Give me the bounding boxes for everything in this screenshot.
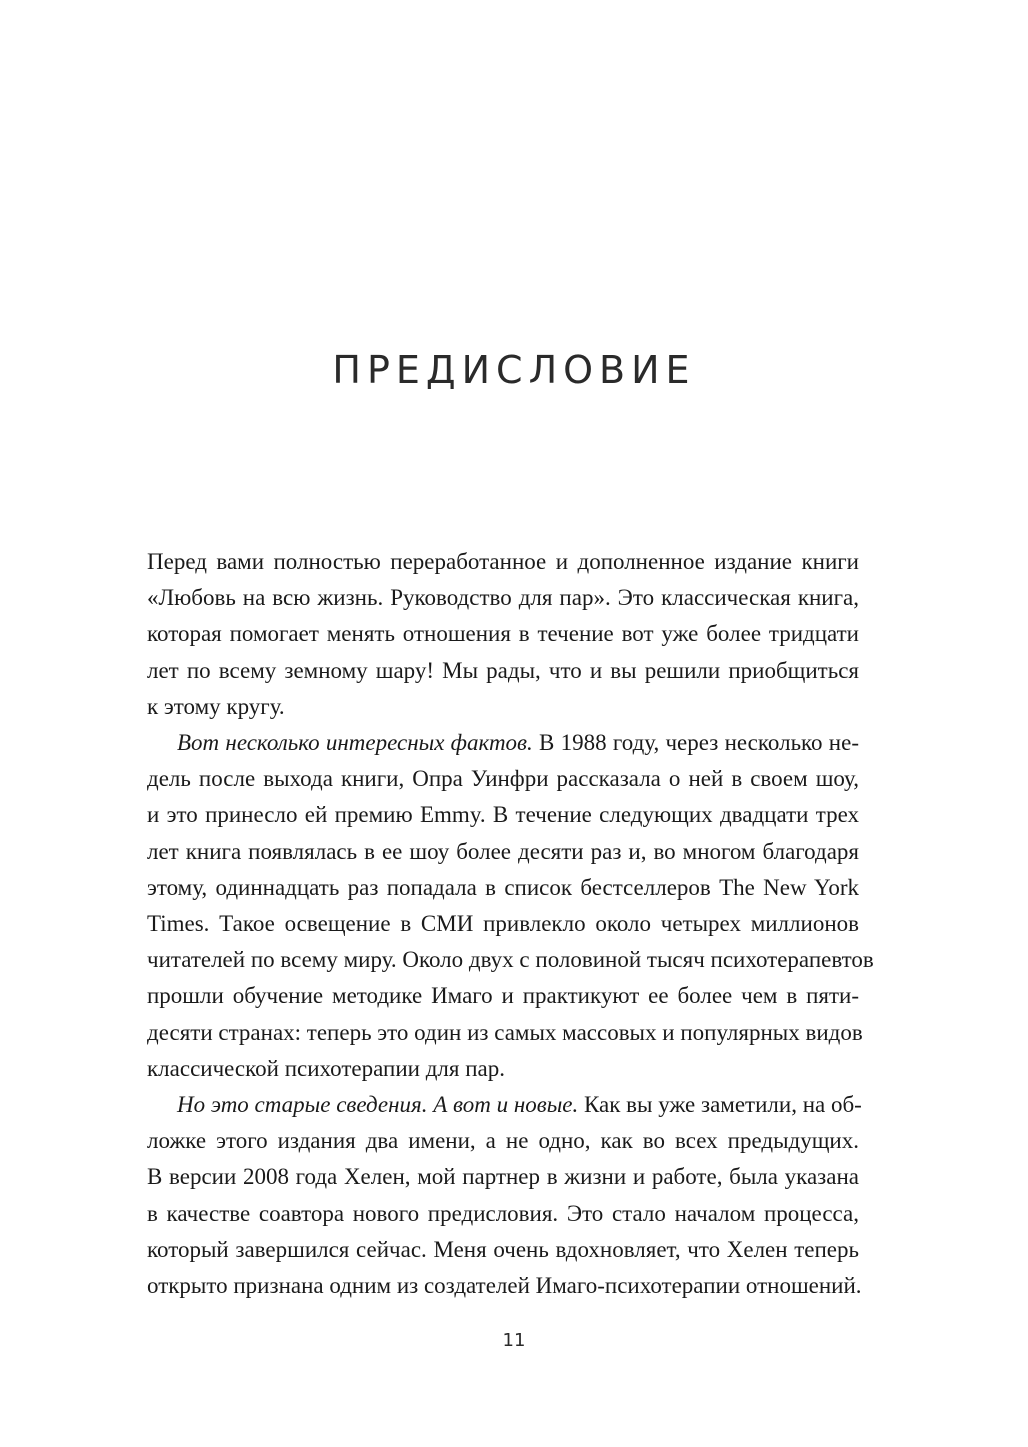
text-line: и это принесло ей премию Emmy. В течение следующих двадцати трех: [147, 802, 859, 828]
text-line: десяти странах: теперь это один из самых массовых и популярных видов: [147, 1019, 863, 1045]
text-line: лет книга появлялась в ее шоу более десяти раз и, во многом благодаря: [147, 838, 859, 864]
text-line: к этому кругу.: [147, 693, 285, 719]
text-line: лет по всему земному шару! Мы рады, что и вы решили приобщиться: [147, 657, 859, 683]
text-line: классической психотерапии для пар.: [147, 1055, 505, 1081]
text-line: прошли обучение методике Имаго и практикуют ее более чем в пяти-: [147, 983, 859, 1009]
text-line: который завершился сейчас. Меня очень вдохновляет, что Хелен теперь: [147, 1236, 859, 1262]
text-line: В версии 2008 года Хелен, мой партнер в жизни и работе, была указана: [147, 1164, 859, 1190]
paragraph-1: [147, 544, 859, 725]
text-line: Times. Такое освещение в СМИ привлекло около четырех миллионов: [147, 911, 859, 937]
paragraph-2: [147, 725, 874, 1087]
body-text: [147, 544, 874, 1304]
text-fragment: Как вы уже заметили, на об-: [578, 1092, 862, 1118]
text-line: этому, одиннадцать раз попадала в список бестселлеров The New York: [147, 874, 859, 900]
text-line: ложке этого издания два имени, а не одно, как во всех предыдущих.: [147, 1128, 859, 1154]
chapter-title: ПРЕДИСЛОВИЕ: [332, 348, 696, 392]
text-line: дель после выхода книги, Опра Уинфри рассказала о ней в своем шоу,: [147, 766, 859, 792]
text-line: [147, 725, 859, 761]
paragraph-3: [147, 1087, 862, 1304]
italic-lead: Вот несколько интересных фактов.: [177, 730, 533, 756]
text-line: Перед вами полностью переработанное и дополненное издание книги: [147, 549, 859, 574]
italic-lead: Но это старые сведения. А вот и новые.: [177, 1092, 579, 1118]
text-line: в качестве соавтора нового предисловия. Это стало началом процесса,: [147, 1200, 859, 1226]
text-line: открыто признана одним из создателей Имаго-психотерапии отношений.: [147, 1273, 862, 1299]
text-line: читателей по всему миру. Около двух с половиной тысяч психотерапевтов: [147, 947, 874, 973]
page-number: 11: [502, 1330, 526, 1351]
text-line: которая помогает менять отношения в течение вот уже более тридцати: [147, 621, 859, 647]
text-line: [147, 1087, 862, 1123]
text-line: «Любовь на всю жизнь. Руководство для пар». Это классическая книга,: [147, 585, 859, 611]
text-fragment: В 1988 году, через несколько не-: [532, 730, 859, 756]
